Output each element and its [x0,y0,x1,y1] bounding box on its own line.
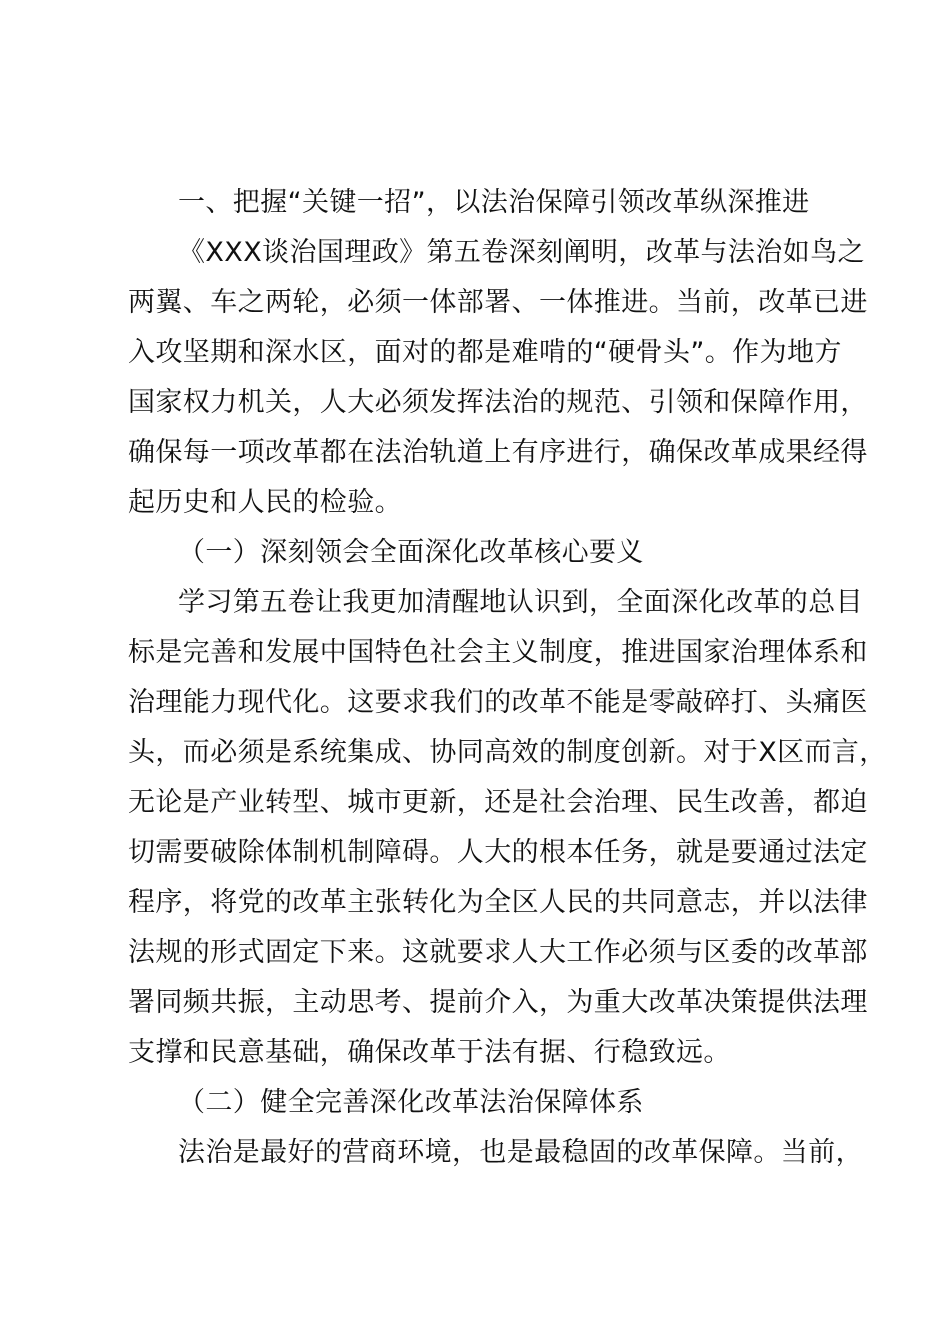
paragraph-line: 署同频共振，主动思考、提前介入，为重大改革决策提供法理 [128,987,868,1018]
paragraph-line: 支撑和民意基础，确保改革于法有据、行稳致远。 [128,1037,731,1068]
paragraph-line: 无论是产业转型、城市更新，还是社会治理、民生改善，都迫 [128,787,868,818]
paragraph-line: 入攻坚期和深水区，面对的都是难啃的“硬骨头”。作为地方 [128,337,842,368]
paragraph-line: 治理能力现代化。这要求我们的改革不能是零敲碎打、头痛医 [128,687,868,718]
paragraph-line: 两翼、车之两轮，必须一体部署、一体推进。当前，改革已进 [128,287,868,318]
subheading: （二）健全完善深化改革法治保障体系 [178,1087,644,1118]
paragraph-line: 确保每一项改革都在法治轨道上有序进行，确保改革成果经得 [128,437,868,468]
paragraph-line: 法规的形式固定下来。这就要求人大工作必须与区委的改革部 [128,937,868,968]
subheading: （一）深刻领会全面深化改革核心要义 [178,537,644,568]
section-heading: 一、把握“关键一招”，以法治保障引领改革纵深推进 [178,187,810,218]
paragraph-line: 切需要破除体制机制障碍。人大的根本任务，就是要通过法定 [128,837,868,868]
paragraph-line: 头，而必须是系统集成、协同高效的制度创新。对于X区而言， [128,737,887,768]
paragraph-line: 国家权力机关，人大必须发挥法治的规范、引领和保障作用， [128,387,868,418]
paragraph-line: 《XXX谈治国理政》第五卷深刻阐明，改革与法治如鸟之 [178,237,865,268]
paragraph-line: 法治是最好的营商环境，也是最稳固的改革保障。当前， [178,1137,863,1168]
paragraph-line: 起历史和人民的检验。 [128,487,402,518]
paragraph-line: 学习第五卷让我更加清醒地认识到，全面深化改革的总目 [178,587,863,618]
paragraph-line: 标是完善和发展中国特色社会主义制度，推进国家治理体系和 [128,637,868,668]
paragraph-line: 程序，将党的改革主张转化为全区人民的共同意志，并以法律 [128,887,868,918]
